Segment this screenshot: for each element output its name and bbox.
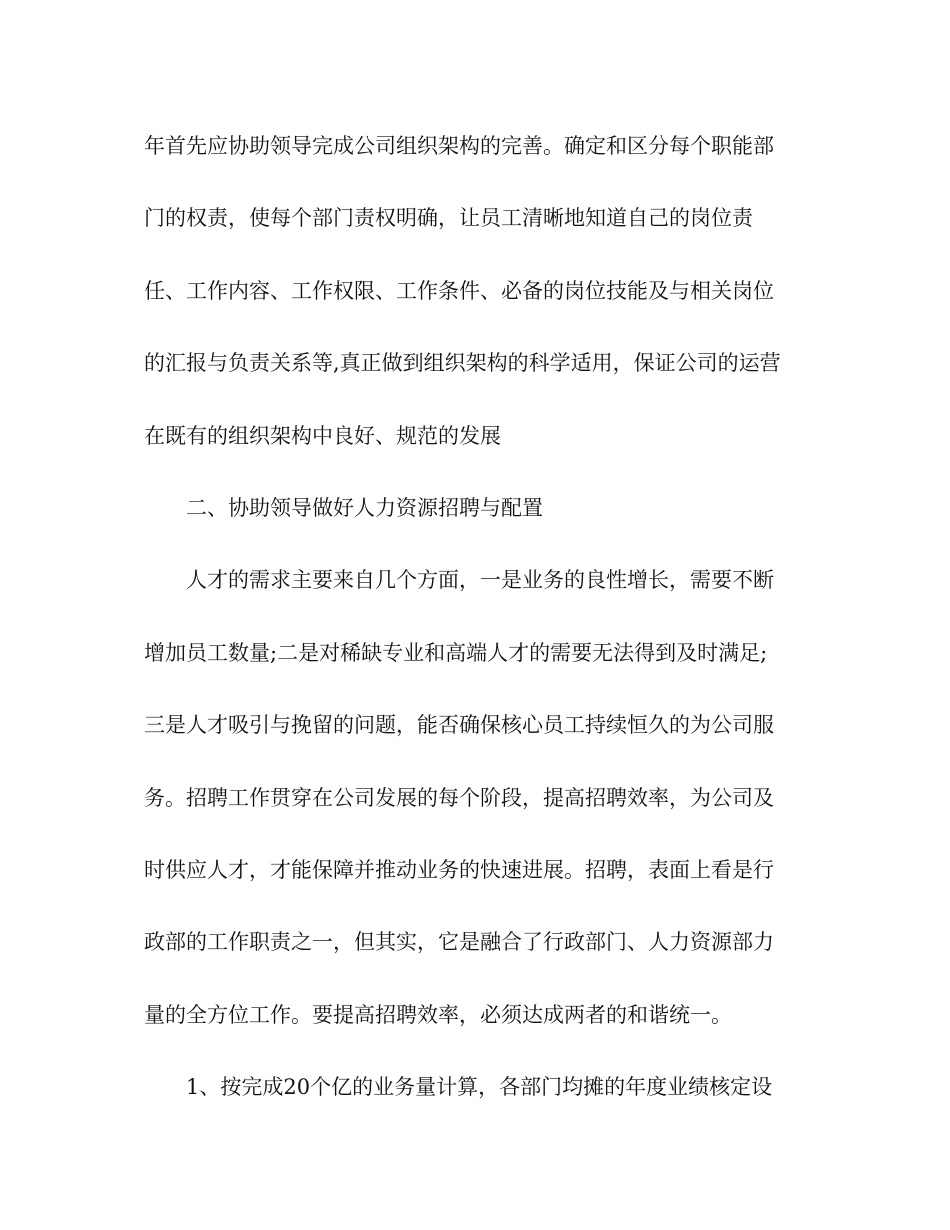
paragraph-line: 增加员工数量;二是对稀缺专业和高端人才的需要无法得到及时满足;: [144, 640, 768, 665]
paragraph-line: 三是人才吸引与挽留的问题，能否确保核心员工持续恒久的为公司服: [144, 713, 774, 738]
paragraph-line: 在既有的组织架构中良好、规范的发展: [144, 423, 501, 448]
numbered-item: 1、按完成20个亿的业务量计算，各部门均摊的年度业绩核定设: [186, 1075, 773, 1100]
paragraph-line: 政部的工作职责之一，但其实，它是融合了行政部门、人力资源部力: [144, 930, 774, 955]
paragraph-line: 人才的需求主要来自几个方面，一是业务的良性增长，需要不断: [186, 568, 774, 593]
paragraph-line: 时供应人才，才能保障并推动业务的快速进展。招聘，表面上看是行: [144, 857, 774, 882]
paragraph-line: 任、工作内容、工作权限、工作条件、必备的岗位技能及与相关岗位: [144, 278, 774, 303]
paragraph-line: 门的权责，使每个部门责权明确，让员工清晰地知道自己的岗位责: [144, 206, 753, 231]
paragraph-line: 的汇报与负责关系等,真正做到组织架构的科学适用，保证公司的运营: [144, 351, 781, 376]
paragraph-line: 年首先应协助领导完成公司组织架构的完善。确定和区分每个职能部: [144, 134, 774, 158]
paragraph-line: 务。招聘工作贯穿在公司发展的每个阶段，提高招聘效率，为公司及: [144, 785, 774, 810]
paragraph-line: 量的全方位工作。要提高招聘效率，必须达成两者的和谐统一。: [144, 1002, 732, 1027]
section-heading: 二、协助领导做好人力资源招聘与配置: [186, 495, 543, 520]
document-body: [144, 122, 814, 1135]
